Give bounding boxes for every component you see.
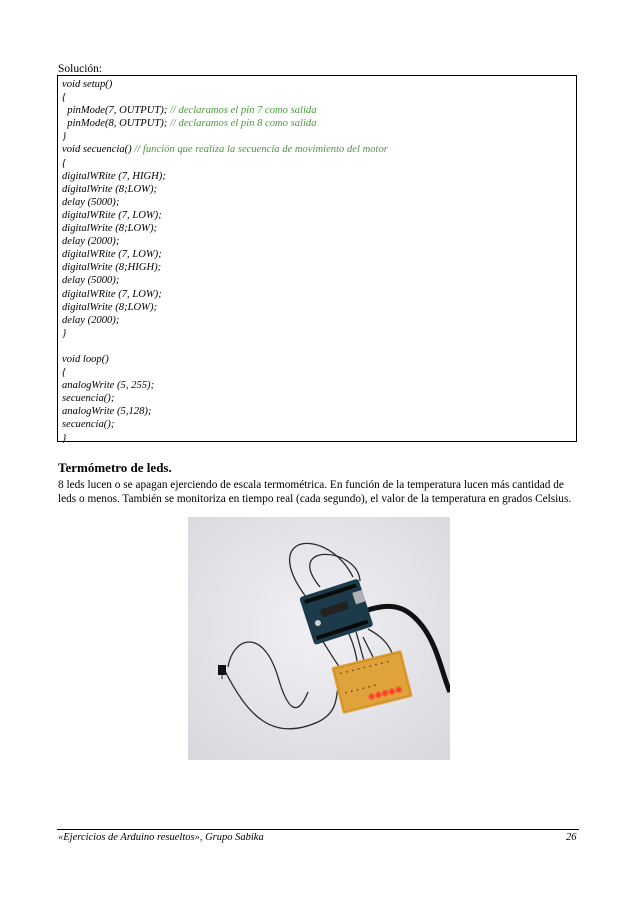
code-line [62, 196, 572, 209]
code-line [62, 353, 572, 366]
code-comment: // declaramos el pin 8 como salida [167, 118, 317, 130]
code-text: digitalWrite (8;LOW); [62, 223, 158, 235]
code-text: digitalWRite (7, LOW); [62, 209, 162, 221]
code-text: digitalWrite (8;HIGH); [62, 262, 162, 274]
code-line [62, 91, 572, 104]
code-text: digitalWRite (7, LOW); [62, 249, 162, 261]
code-line [62, 183, 572, 196]
code-line [62, 366, 572, 379]
code-text: analogWrite (5,128); [62, 406, 152, 418]
code-text: void loop() [62, 353, 109, 365]
code-line [62, 130, 572, 143]
code-line [62, 143, 572, 156]
code-text: secuencia(); [62, 393, 115, 405]
code-line [62, 301, 572, 314]
code-text: void secuencia() [62, 144, 132, 156]
code-text: analogWrite (5, 255); [62, 380, 155, 392]
code-line [62, 261, 572, 274]
code-comment: // función que realiza la secuencia de movimiento del motor [131, 144, 388, 156]
code-line [62, 209, 572, 222]
code-text: pinMode(8, OUTPUT); [62, 118, 168, 130]
code-text: pinMode(7, OUTPUT); [62, 105, 168, 117]
code-text: digitalWrite (8;LOW); [62, 301, 158, 313]
code-line [62, 405, 572, 418]
code-text: } [62, 432, 67, 444]
page-number: 26 [566, 832, 577, 843]
code-line [62, 104, 572, 117]
code-text: delay (2000); [62, 236, 120, 248]
code-text: { [62, 157, 67, 169]
code-line [62, 117, 572, 130]
code-text: { [62, 367, 67, 379]
code-line [62, 418, 572, 431]
footer-title: «Ejercicios de Arduino resueltos», Grupo Sabika [58, 832, 264, 843]
code-text: { [62, 92, 67, 104]
code-line [62, 432, 572, 445]
code-text: digitalWRite (7, LOW); [62, 288, 162, 300]
code-comment: // declaramos el pin 7 como salida [167, 105, 317, 117]
code-text: digitalWRite (7, HIGH); [62, 170, 166, 182]
code-text: delay (5000); [62, 196, 120, 208]
code-line [62, 222, 572, 235]
code-text: secuencia(); [62, 419, 115, 431]
code-block [57, 75, 577, 442]
code-line [62, 274, 572, 287]
code-text: delay (5000); [62, 275, 120, 287]
code-line [62, 340, 572, 353]
code-line [62, 379, 572, 392]
code-line [62, 235, 572, 248]
code-line [62, 314, 572, 327]
code-line [62, 248, 572, 261]
code-line [62, 288, 572, 301]
code-line [62, 157, 572, 170]
code-line [62, 327, 572, 340]
arduino-led-thermometer-photo [188, 517, 450, 760]
code-line [62, 78, 572, 91]
code-text: void setup() [62, 79, 113, 90]
code-line [62, 170, 572, 183]
code-text: } [62, 131, 67, 143]
section-paragraph: 8 leds lucen o se apagan ejerciendo de escala termométrica. En función de la temperatura lucen más cantidad de leds o menos. También se monitoriza en tiempo real (cada segundo), el valor de la temperatura en grados Celsius. [58, 479, 572, 506]
solution-label: Solución: [58, 63, 103, 75]
footer-divider [57, 829, 579, 830]
code-text: digitalWrite (8;LOW); [62, 183, 158, 195]
code-text: delay (2000); [62, 314, 120, 326]
section-title: Termómetro de leds. [58, 460, 172, 475]
code-line [62, 392, 572, 405]
code-text: } [62, 327, 67, 339]
